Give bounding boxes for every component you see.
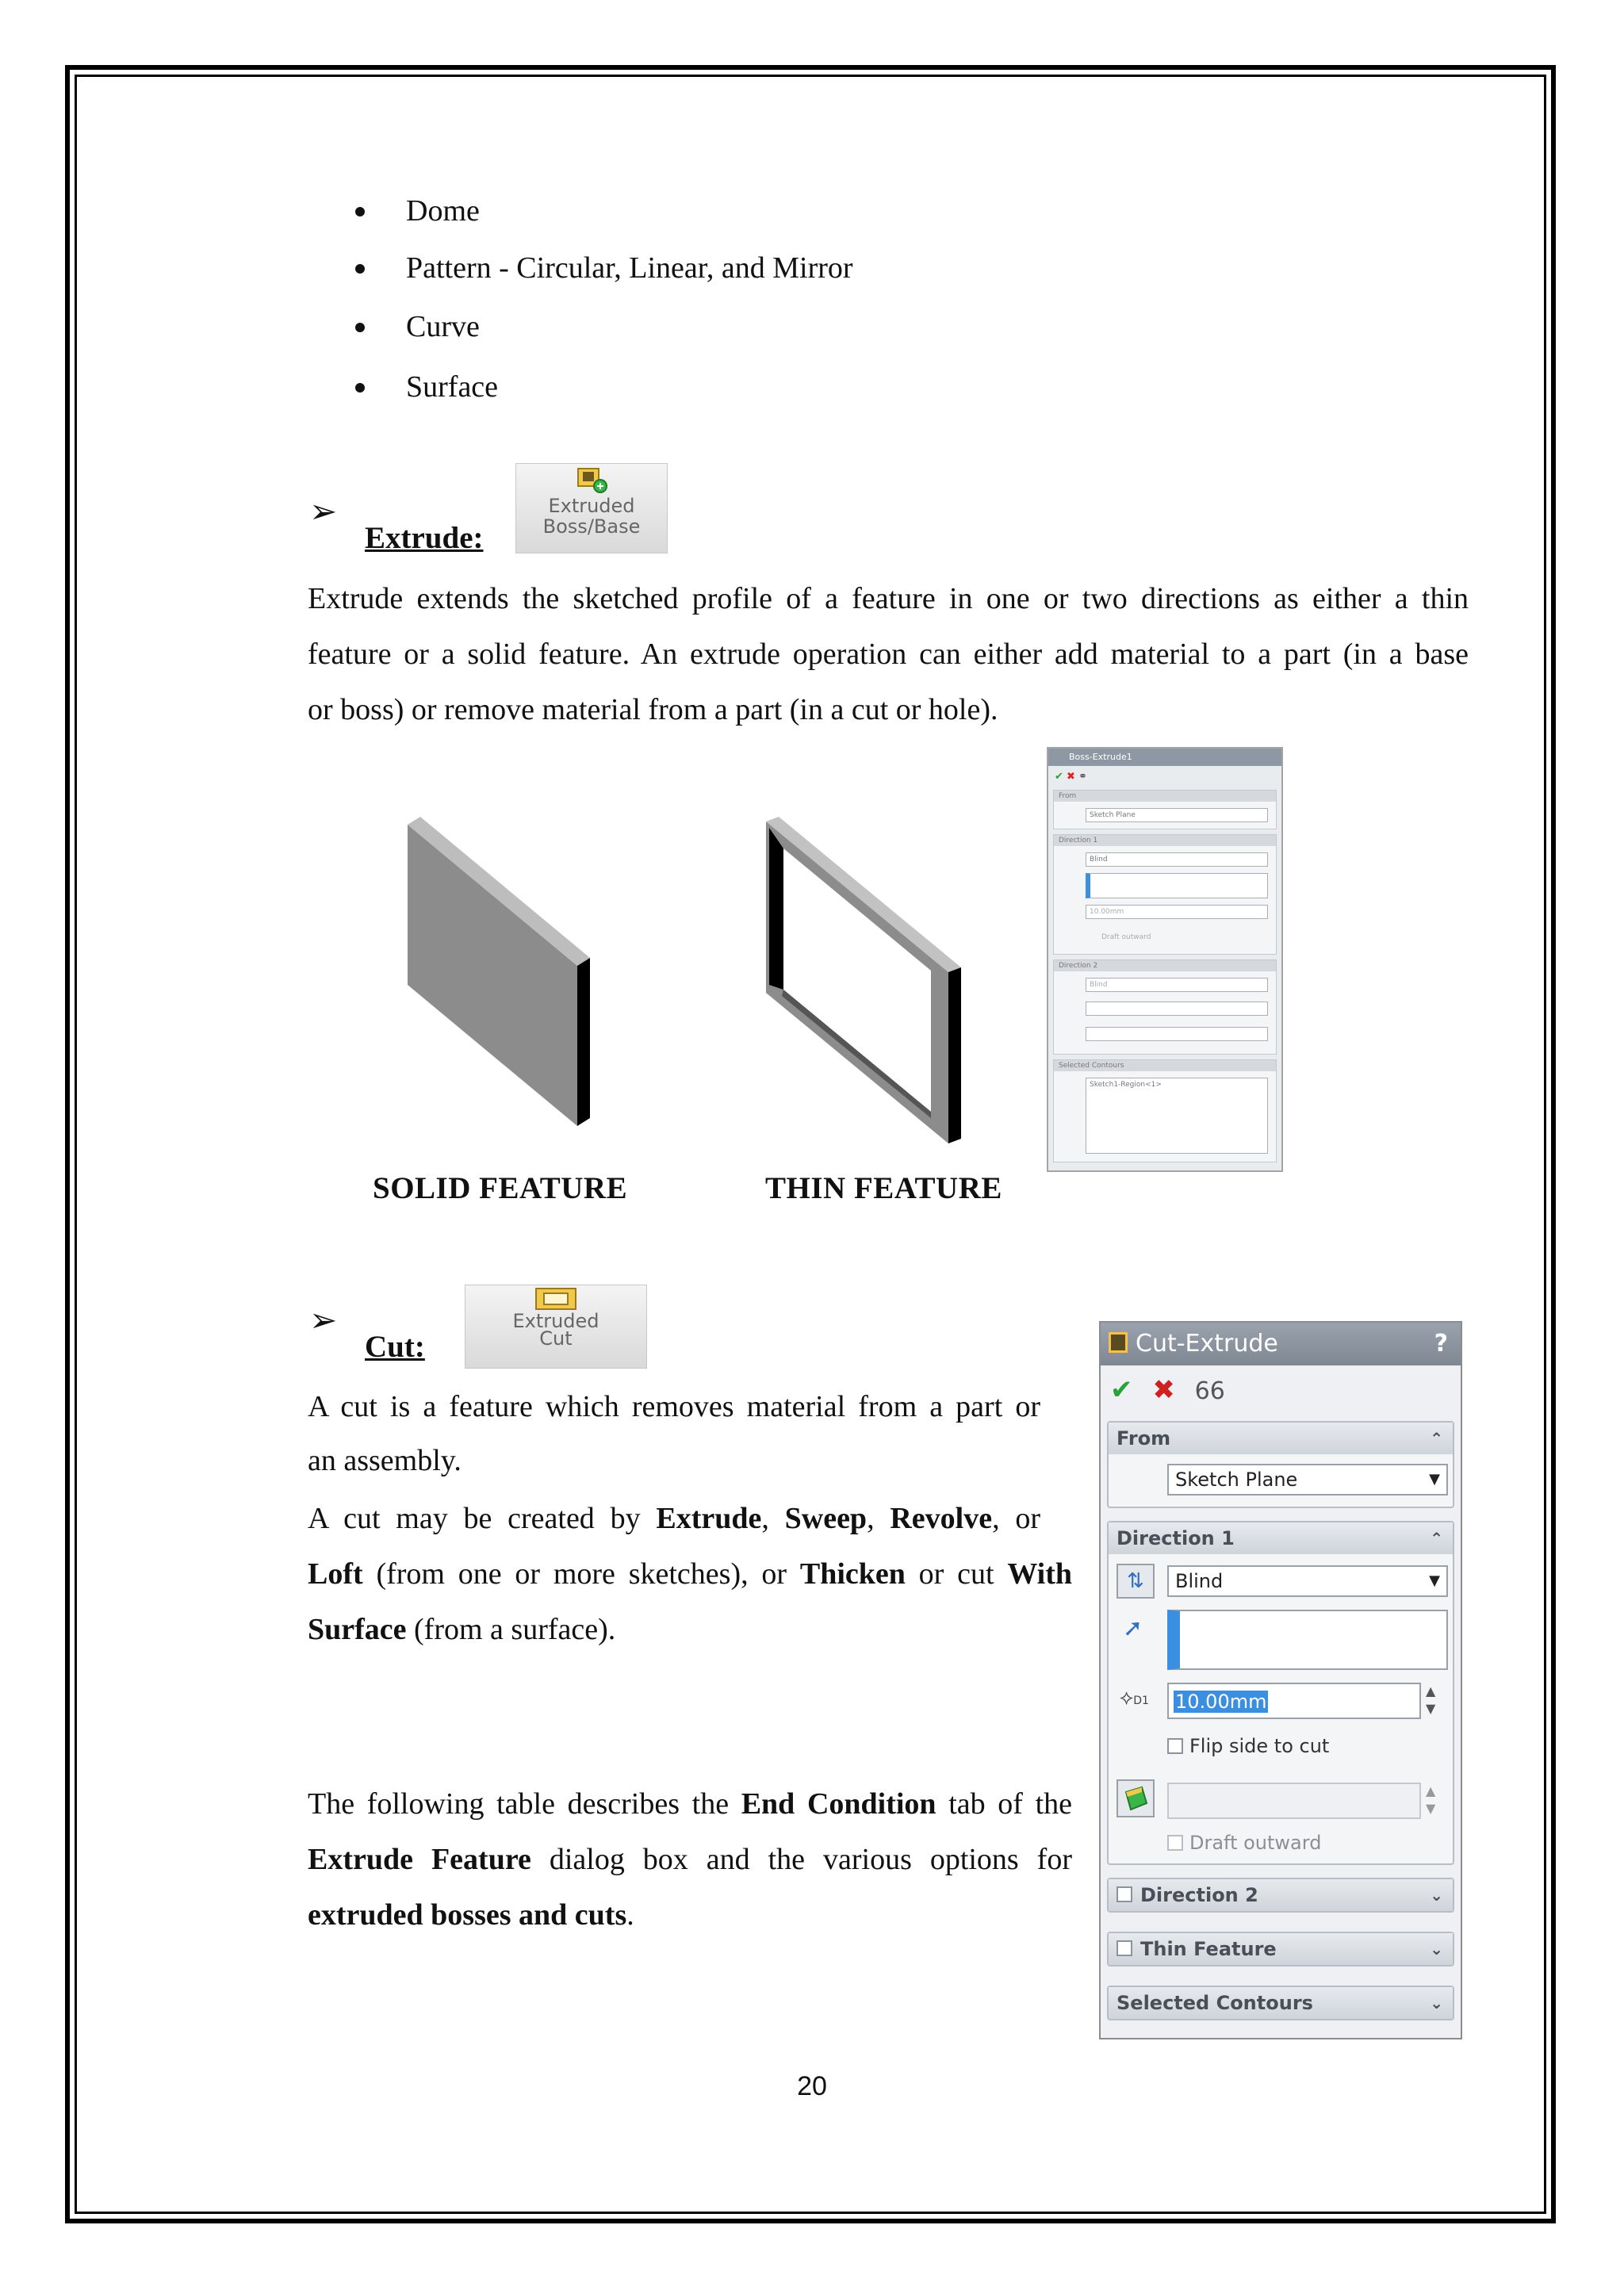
cut-methods-line-2: Loft (from one or more sketches), or Thicken or cut With xyxy=(308,1557,1073,1591)
cut-heading: Cut: xyxy=(365,1330,425,1364)
bullet-icon xyxy=(355,264,365,274)
chevron-up-icon: ⌃ xyxy=(1430,1429,1443,1448)
end-condition-line-1: The following table describes the End Condition tab of the xyxy=(308,1787,1072,1821)
extrude-boss-icon xyxy=(573,464,610,496)
direction1-section-header[interactable]: Direction 1 ⌃ xyxy=(1109,1522,1453,1554)
arrow-bullet-icon: ➢ xyxy=(309,1300,338,1339)
end-condition-line-2: Extrude Feature dialog box and the various options for xyxy=(308,1843,1072,1876)
extrude-line-3: or boss) or remove material from a part (in a cut or hole). xyxy=(308,693,998,726)
from-section-header[interactable]: From ⌃ xyxy=(1109,1423,1453,1454)
from-section xyxy=(1107,1421,1454,1508)
help-button[interactable]: ? xyxy=(1434,1330,1448,1358)
chevron-double-down-icon: ⌄ xyxy=(1430,1993,1443,2013)
extrude-line-1: Extrude extends the sketched profile of a feature in one or two directions as either a thin xyxy=(308,582,1469,615)
arrow-bullet-icon: ➢ xyxy=(309,492,338,530)
chevron-up-icon: ⌃ xyxy=(1430,1529,1443,1548)
direction-vector-field[interactable] xyxy=(1167,1610,1448,1670)
reverse-direction-icon[interactable]: ⇅ xyxy=(1116,1564,1155,1599)
ok-check-icon[interactable]: ✔ xyxy=(1110,1374,1133,1406)
depth-spinner[interactable]: ▲ ▼ xyxy=(1426,1683,1436,1716)
extruded-boss-base-button: Extruded Boss/Base xyxy=(515,463,668,553)
thin-feature-checkbox[interactable] xyxy=(1116,1940,1132,1956)
solid-feature-image xyxy=(396,817,595,1134)
from-select[interactable]: Sketch Plane ▼ xyxy=(1167,1464,1448,1496)
draft-icon xyxy=(1118,1781,1153,1816)
draft-spinner[interactable]: ▲ ▼ xyxy=(1426,1783,1436,1816)
thin-feature-section[interactable]: Thin Feature ⌄ xyxy=(1107,1932,1454,1967)
mini-direction1-section: Direction 1 Blind 10.00mm Draft outward xyxy=(1053,834,1277,955)
preview-glasses-icon[interactable]: 66 xyxy=(1194,1377,1225,1405)
bullet-icon xyxy=(355,323,365,332)
draft-toggle-button[interactable] xyxy=(1116,1779,1155,1817)
solid-feature-caption: SOLID FEATURE xyxy=(373,1171,628,1205)
ok-cancel-icons: ✔ ✖ ⚭ xyxy=(1055,771,1087,783)
direction2-checkbox[interactable] xyxy=(1116,1886,1132,1902)
cut-extrude-dialog xyxy=(1099,1321,1462,2039)
depth-icon: ⟡D1 xyxy=(1120,1686,1149,1710)
selected-contours-section[interactable]: Selected Contours ⌄ xyxy=(1107,1986,1454,2020)
dialog-title-bar: Cut-Extrude ? xyxy=(1101,1323,1461,1365)
thin-feature-image xyxy=(761,817,967,1150)
extrude-heading: Extrude: xyxy=(365,521,484,555)
direction2-section[interactable]: Direction 2 ⌄ xyxy=(1107,1878,1454,1913)
end-condition-line-3: extruded bosses and cuts. xyxy=(308,1898,634,1932)
boss-extrude-panel xyxy=(1047,747,1283,1172)
cut-methods-line-1: A cut may be created by Extrude, Sweep, Revolve, or xyxy=(308,1502,1041,1535)
mini-contours-section: Selected Contours Sketch1-Region<1> xyxy=(1053,1059,1277,1162)
depth-input[interactable]: 10.00mm xyxy=(1167,1683,1421,1719)
page-number: 20 xyxy=(797,2071,827,2101)
bullet-icon xyxy=(355,207,365,216)
draft-angle-input[interactable] xyxy=(1167,1783,1421,1819)
thin-feature-caption: THIN FEATURE xyxy=(765,1171,1002,1205)
extruded-cut-button: Extruded Cut xyxy=(465,1285,647,1369)
chevron-double-down-icon: ⌄ xyxy=(1430,1886,1443,1905)
cut-line-2: an assembly. xyxy=(308,1444,462,1477)
chevron-double-down-icon: ⌄ xyxy=(1430,1940,1443,1959)
direction1-section: Direction 1 ⌃ ⇅ Blind ▼ ➚ ⟡D1 10.00mm ▲ ▼ Flip side to cut ▲ ▼ Draft outward xyxy=(1107,1521,1454,1865)
cut-extrude-icon xyxy=(1109,1332,1128,1353)
end-condition-select[interactable]: Blind ▼ xyxy=(1167,1565,1448,1597)
draft-outward-checkbox[interactable] xyxy=(1167,1835,1183,1851)
cut-methods-line-3: Surface (from a surface). xyxy=(308,1613,616,1646)
cancel-x-icon[interactable]: ✖ xyxy=(1152,1374,1175,1406)
cut-line-1: A cut is a feature which removes material from a part or xyxy=(308,1390,1040,1423)
chevron-down-icon: ▼ xyxy=(1429,1471,1440,1488)
direction-arrow-icon: ➚ xyxy=(1123,1614,1143,1642)
mini-direction2-section: Direction 2 Blind xyxy=(1053,959,1277,1055)
chevron-down-icon: ▼ xyxy=(1429,1572,1440,1589)
extrude-line-2: feature or a solid feature. An extrude operation can either add material to a part (in a base xyxy=(308,638,1469,671)
flip-side-checkbox[interactable] xyxy=(1167,1738,1183,1754)
mini-from-section: From Sketch Plane xyxy=(1053,790,1277,829)
boss-extrude-title: Boss-Extrude1 xyxy=(1048,749,1281,766)
bullet-icon xyxy=(355,383,365,393)
extrude-cut-icon xyxy=(528,1285,584,1312)
